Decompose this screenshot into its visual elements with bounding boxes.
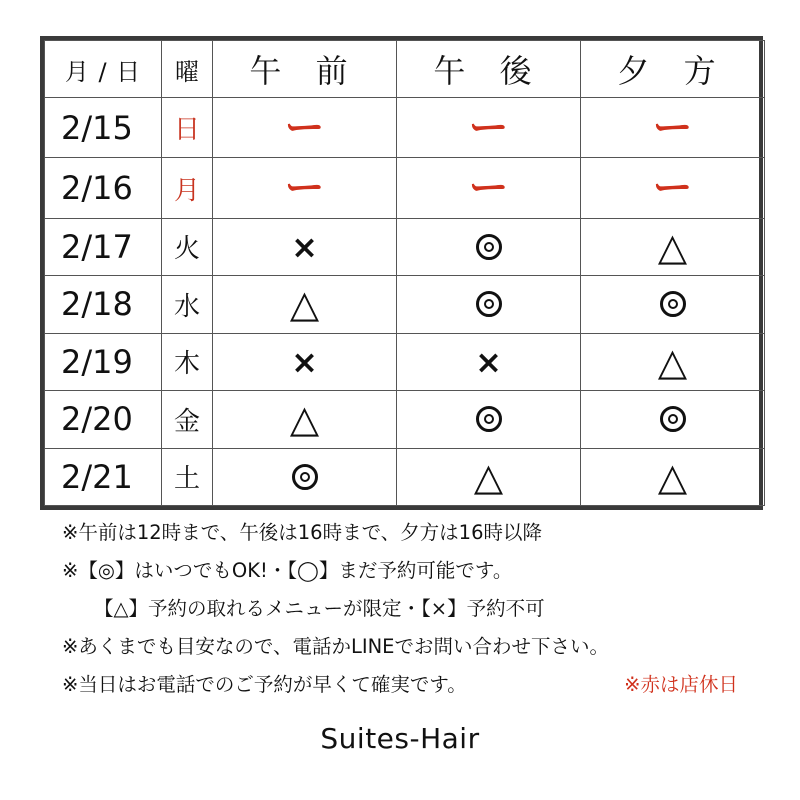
- cell-morning: [213, 98, 397, 158]
- cross-icon: ×: [291, 342, 318, 381]
- table-row: [45, 98, 765, 158]
- table-row: [45, 391, 765, 448]
- cell-morning: [213, 448, 397, 506]
- table-row: [45, 448, 765, 506]
- cell-afternoon: [397, 98, 581, 158]
- header-afternoon: 午 後: [397, 41, 581, 98]
- note-legend-1: ※【◎】はいつでもOK!・【◯】まだ予約可能です。: [62, 559, 513, 582]
- row-weekday: 金: [162, 391, 213, 448]
- header-morning: 午 前: [213, 41, 397, 98]
- note-legend-2: 【△】予約の取れるメニューが限定・【×】予約不可: [94, 597, 545, 620]
- row-date: 2/19: [45, 333, 162, 390]
- note-hours: ※午前は12時まで、午後は16時まで、夕方は16時以降: [62, 521, 542, 544]
- cell-evening: [581, 158, 765, 218]
- closed-dash-icon: ー: [468, 104, 509, 151]
- closed-dash-icon: ー: [468, 165, 509, 212]
- closed-dash-icon: ー: [652, 165, 693, 212]
- double-circle-icon: [476, 234, 502, 260]
- triangle-icon: △: [657, 454, 688, 499]
- row-date: 2/15: [45, 98, 162, 158]
- row-date: 2/21: [45, 448, 162, 506]
- header-weekday: 曜: [162, 41, 213, 98]
- header-evening: 夕 方: [581, 41, 765, 98]
- cell-evening: [581, 448, 765, 506]
- note-same-day: ※当日はお電話でのご予約が早くて確実です。: [62, 673, 467, 696]
- triangle-icon: △: [657, 224, 688, 269]
- row-date: 2/18: [45, 276, 162, 333]
- cell-afternoon: [397, 276, 581, 333]
- cell-afternoon: [397, 333, 581, 390]
- schedule-table-frame: [40, 36, 763, 510]
- row-date: 2/16: [45, 158, 162, 218]
- row-weekday: 日: [162, 98, 213, 158]
- header-row: [45, 41, 765, 98]
- note-closed-days: ※赤は店休日: [624, 673, 738, 696]
- cell-afternoon: [397, 391, 581, 448]
- triangle-icon: △: [657, 339, 688, 384]
- header-date: 月 / 日: [45, 41, 162, 98]
- double-circle-icon: [660, 406, 686, 432]
- double-circle-icon: [476, 291, 502, 317]
- row-weekday: 土: [162, 448, 213, 506]
- row-weekday: 木: [162, 333, 213, 390]
- cell-morning: [213, 218, 397, 275]
- brand-name: Suites-Hair: [320, 722, 480, 755]
- cross-icon: ×: [291, 227, 318, 266]
- row-weekday: 月: [162, 158, 213, 218]
- row-date: 2/20: [45, 391, 162, 448]
- notes: [62, 514, 762, 704]
- table-row: [45, 218, 765, 275]
- cell-evening: [581, 98, 765, 158]
- closed-dash-icon: ー: [284, 104, 325, 151]
- row-weekday: 水: [162, 276, 213, 333]
- triangle-icon: △: [289, 282, 320, 327]
- note-row-last: [62, 666, 738, 704]
- double-circle-icon: [476, 406, 502, 432]
- cell-afternoon: [397, 448, 581, 506]
- row-weekday: 火: [162, 218, 213, 275]
- triangle-icon: △: [289, 397, 320, 442]
- table-row: [45, 333, 765, 390]
- cell-evening: [581, 333, 765, 390]
- cell-evening: [581, 276, 765, 333]
- cell-afternoon: [397, 218, 581, 275]
- closed-dash-icon: ー: [284, 165, 325, 212]
- schedule-table: [44, 40, 765, 506]
- cell-evening: [581, 218, 765, 275]
- note-contact: ※あくまでも目安なので、電話かLINEでお問い合わせ下さい。: [62, 635, 609, 658]
- triangle-icon: △: [473, 454, 504, 499]
- cell-morning: [213, 391, 397, 448]
- cell-morning: [213, 276, 397, 333]
- double-circle-icon: [660, 291, 686, 317]
- double-circle-icon: [292, 464, 318, 490]
- closed-dash-icon: ー: [652, 104, 693, 151]
- table-row: [45, 276, 765, 333]
- cross-icon: ×: [475, 342, 502, 381]
- table-row: [45, 158, 765, 218]
- cell-morning: [213, 333, 397, 390]
- cell-morning: [213, 158, 397, 218]
- row-date: 2/17: [45, 218, 162, 275]
- cell-evening: [581, 391, 765, 448]
- cell-afternoon: [397, 158, 581, 218]
